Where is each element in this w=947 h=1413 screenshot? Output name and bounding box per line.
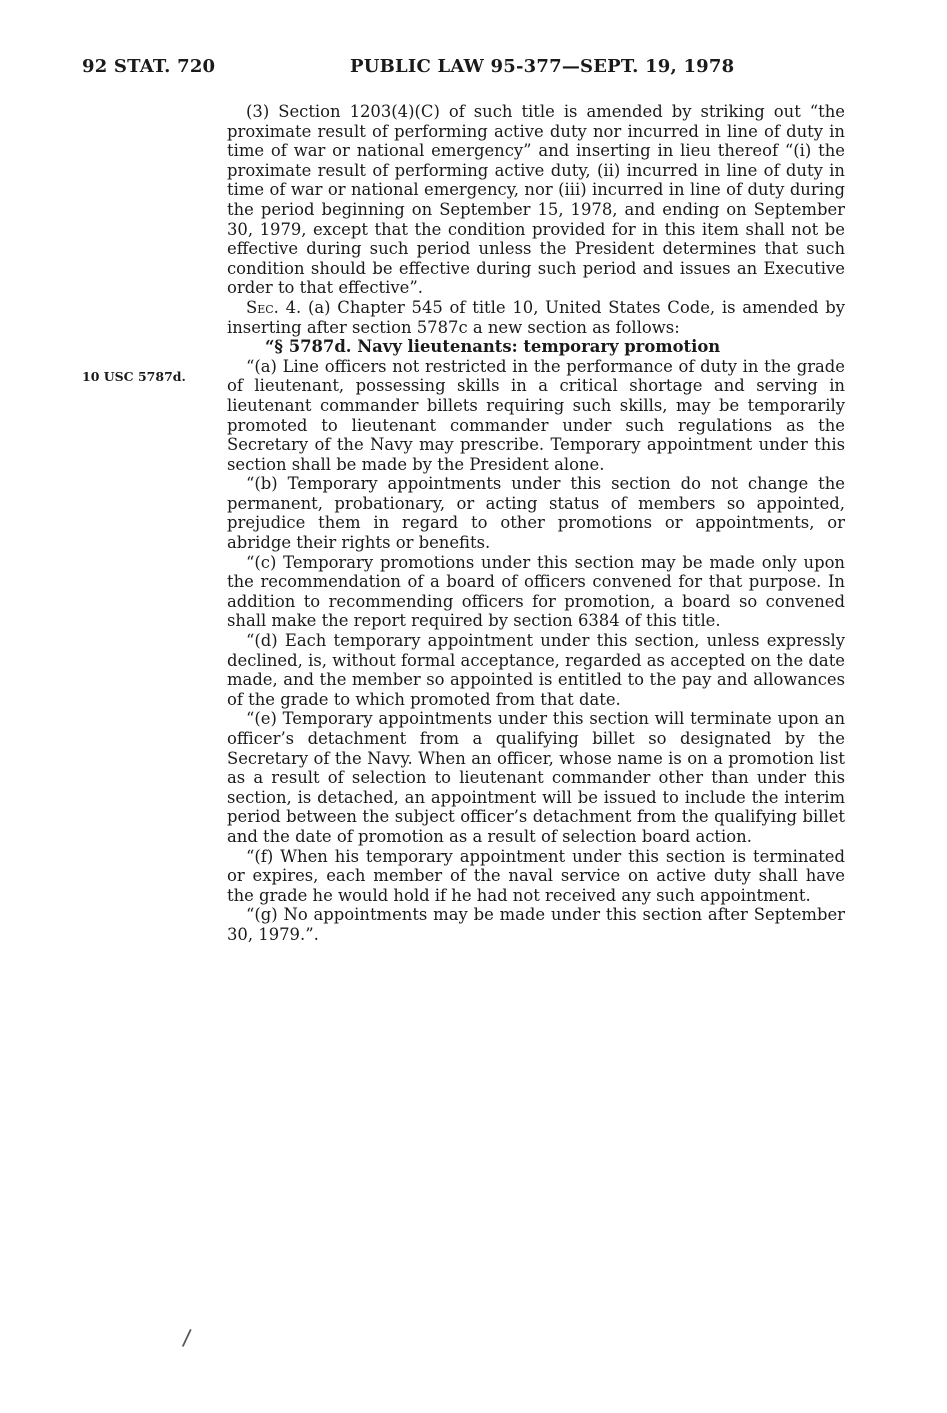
subsection-d: “(d) Each temporary appointment under this section, unless expressly declined, is, without formal acceptance, regarded as accepted on the date made, and the member so appointed is entitled to the pay and allowances of the grade to which promoted from that date. [227, 631, 845, 709]
subsection-g: “(g) No appointments may be made under this section after September 30, 1979.”. [227, 905, 845, 944]
subsection-f: “(f) When his temporary appointment under this section is terminated or expires, each member of the naval service on active duty shall have the grade he would hold if he had not received any such appointment. [227, 846, 845, 905]
margin-note-usc-citation: 10 USC 5787d. [82, 369, 186, 384]
stat-citation: 92 STAT. 720 [82, 56, 216, 77]
sec-4-text: 4. (a) Chapter 545 of title 10, United States Code, is amended by inserting after section 5787c a new section as follows: [227, 297, 845, 337]
subsection-b: “(b) Temporary appointments under this section do not change the permanent, probationary, or acting status of members so appointed, prejudice them in regard to other promotions or appointments, or abridge their rights or benefits. [227, 474, 845, 553]
stray-pen-mark: / [181, 1325, 193, 1352]
subsection-e: “(e) Temporary appointments under this section will terminate upon an officer’s detachment from a qualifying billet so designated by the Secretary of the Navy. When an officer, whose name is on a promotion list as a result of selection to lieutenant commander other than under this section, is detached, an appointment will be issued to include the interim period between the subject officer’s detachment from the qualifying billet and the date of promotion as a result of selection board action. [227, 709, 845, 846]
subsection-c: “(c) Temporary promotions under this section may be made only upon the recommendation of a board of officers convened for that purpose. In addition to recommending officers for promotion, a board so convened shall make the report required by section 6384 of this title. [227, 552, 845, 631]
paragraph-3: (3) Section 1203(4)(C) of such title is amended by striking out “the proximate result of performing active duty nor incurred in line of duty in time of war or national emergency” and inserting in lieu thereof “(i) the proximate result of performing active duty, (ii) incurred in line of duty in time of war or national emergency, nor (iii) incurred in line of duty during the period beginning on September 15, 1978, and ending on September 30, 1979, except that the condition provided for in this item shall not be effective during such period unless the President determines that such condition should be effective during such period and issues an Executive order to that effective”. [227, 102, 845, 298]
sec-4-label: Sec. [246, 297, 279, 317]
section-heading: “§ 5787d. Navy lieutenants: temporary promotion [265, 337, 721, 357]
running-head: PUBLIC LAW 95-377—SEPT. 19, 1978 [350, 56, 735, 77]
subsection-a: “(a) Line officers not restricted in the performance of duty in the grade of lieutenant, possessing skills in a critical shortage and serving in lieutenant commander billets requiring such skills, may be temporarily promoted to lieutenant commander under such regulations as the Secretary of the Navy may prescribe. Temporary appointment under this section shall be made by the President alone. [227, 356, 845, 474]
paragraph-sec-4 [227, 298, 845, 337]
body-text [227, 102, 845, 945]
page-header [82, 56, 872, 82]
